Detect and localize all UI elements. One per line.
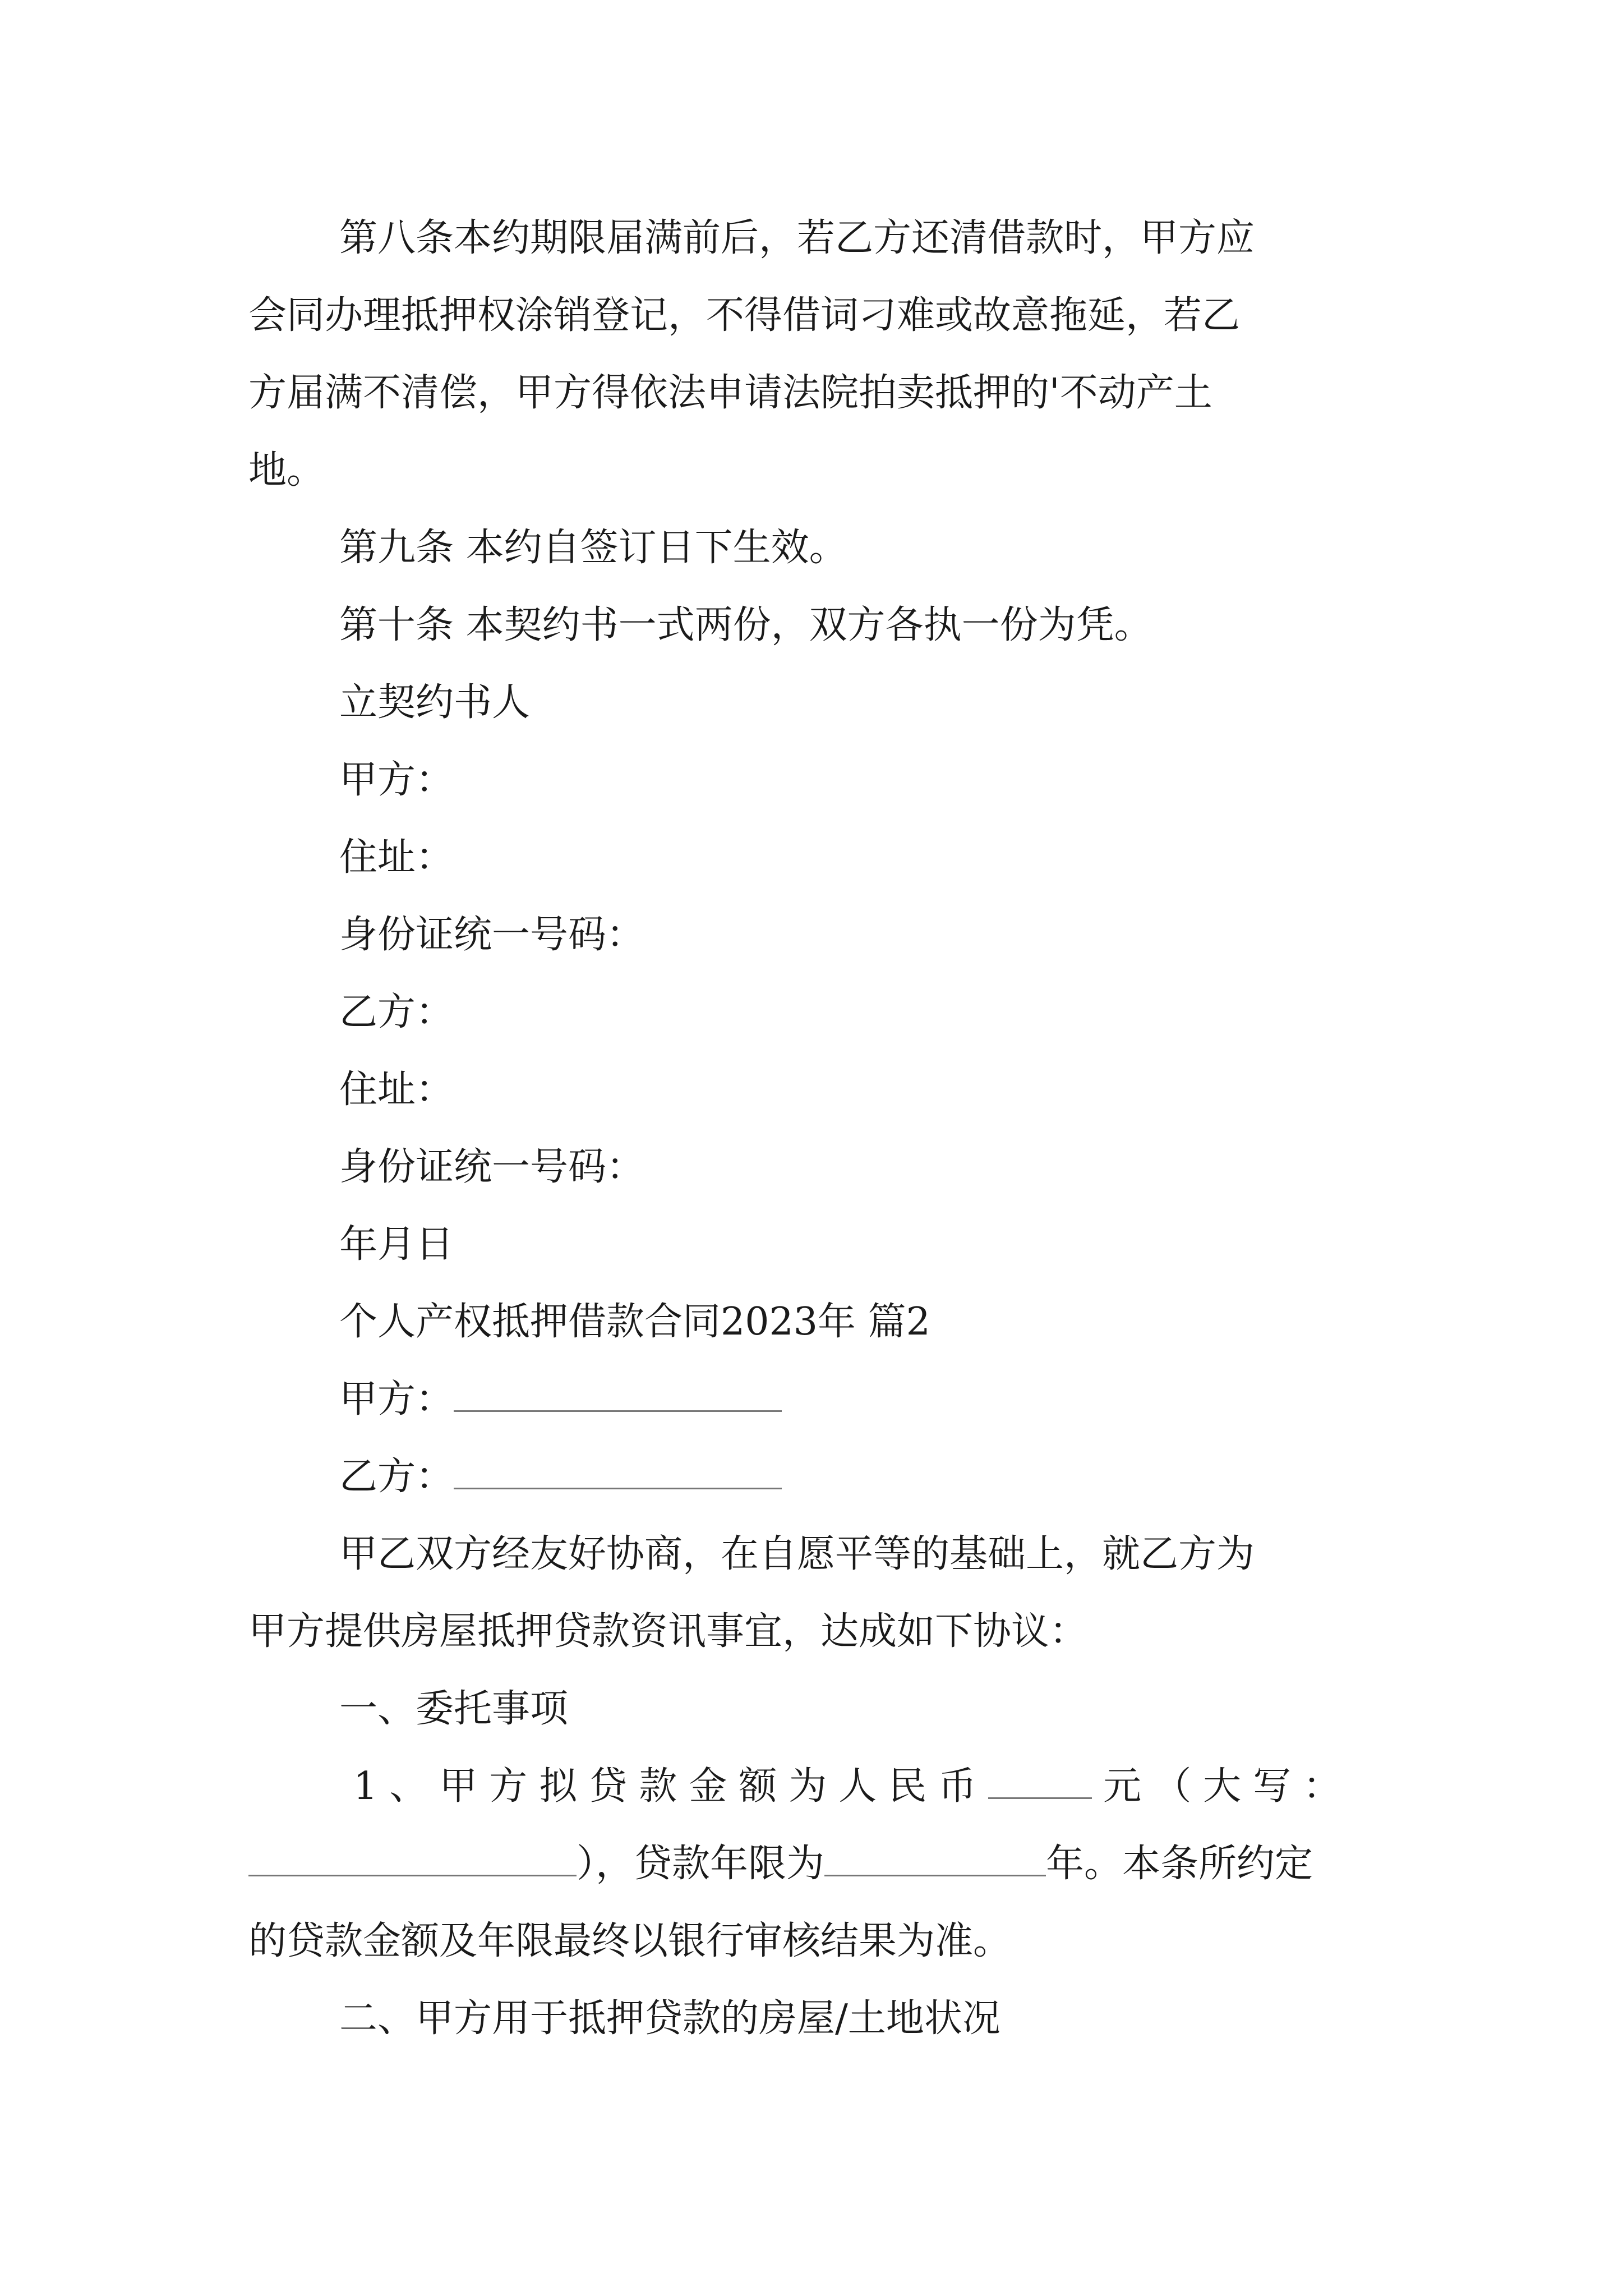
loan-amount-blank [988,1765,1092,1799]
amount-in-words-blank [248,1842,577,1876]
date-line: 年月日 [339,1222,454,1267]
contract2-title: 个人产权抵押借款合同2023年 篇2 [339,1300,930,1344]
clause1-amount-unit: 元（大写： [1103,1764,1353,1809]
party-b-address-label: 住址： [339,1068,454,1112]
signers-heading: 立契约书人 [339,680,531,725]
intro-line1: 甲乙双方经友好协商，在自愿平等的基础上，就乙方为 [339,1532,1255,1576]
article8-line1: 第八条本约期限届满前后，若乙方还清借款时，甲方应 [339,216,1255,260]
party-b-name-blank [454,1455,782,1489]
clause1-term-end: 年。本条所约定 [1046,1842,1313,1886]
loan-term-blank [824,1842,1046,1876]
clause1-amount-text: 1、甲方拟贷款金额为人民币 [353,1764,989,1809]
intro-line2: 甲方提供房屋抵押贷款资讯事宜，达成如下协议： [248,1609,1088,1654]
article9: 第九条 本约自签订日下生效。 [339,526,847,570]
party-a-label: 甲方： [339,758,454,802]
section2-heading: 二、甲方用于抵押贷款的房屋/土地状况 [339,1996,1000,2041]
article10: 第十条 本契约书一式两份，双方各执一份为凭。 [339,603,1152,647]
clause1-term-text: ），贷款年限为 [577,1842,825,1886]
party-a-address-label: 住址： [339,835,454,880]
clause1-line2 [248,1842,1313,1887]
contract2-party-a-label: 甲方： [339,1377,454,1421]
contract2-party-a-row [339,1377,782,1422]
clause1-line3: 的贷款金额及年限最终以银行审核结果为准。 [248,1919,1012,1963]
article8-line3: 方届满不清偿，甲方得依法申请法院拍卖抵押的'不动产土 [248,371,1212,415]
article8-line4: 地。 [248,448,325,493]
party-b-id-label: 身份证统一号码： [339,1145,645,1189]
article8-line2: 会同办理抵押权涂销登记，不得借词刁难或故意拖延，若乙 [248,293,1241,338]
party-a-id-label: 身份证统一号码： [339,913,645,957]
contract2-party-b-row [339,1455,782,1499]
party-a-name-blank [454,1378,782,1412]
section1-heading: 一、委托事项 [339,1687,569,1731]
contract2-party-b-label: 乙方： [339,1455,454,1499]
party-b-label: 乙方： [339,990,454,1034]
clause1-line1 [353,1764,1353,1809]
